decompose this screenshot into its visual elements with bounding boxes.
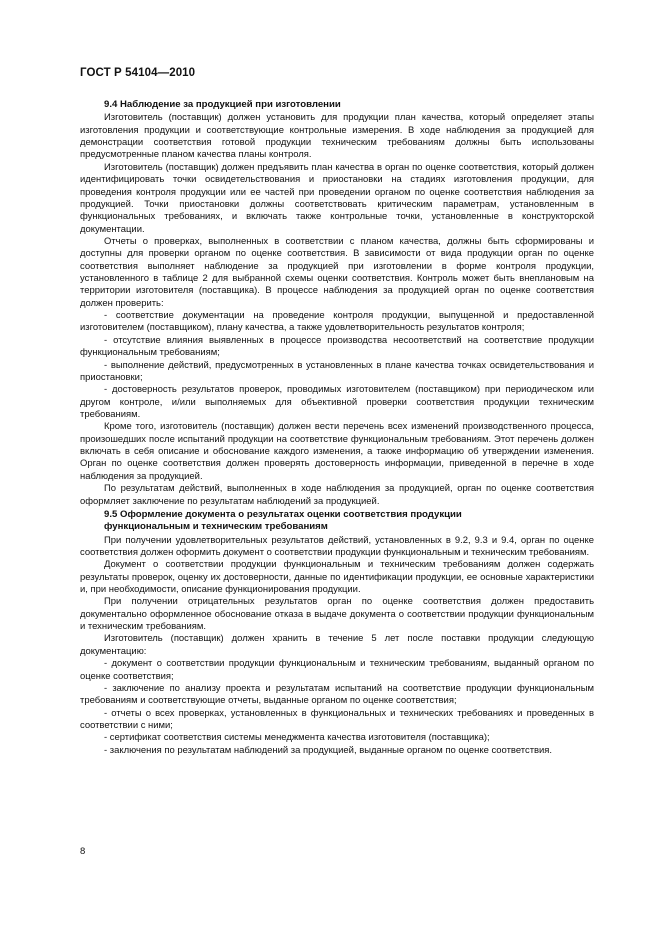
page-number: 8 <box>80 846 86 857</box>
list-item: - выполнение действий, предусмотренных в установленных в плане качества точках освидетельствования и приостановки; <box>80 359 594 383</box>
paragraph: При получении удовлетворительных результатов действий, установленных в 9.2, 9.3 и 9.4, орган по оценке соответствия должен оформить документ о соответствии продукции функциональным и техническим требованиям. <box>80 534 594 558</box>
list-item: - сертификат соответствия системы менеджмента качества изготовителя (поставщика); <box>104 732 490 744</box>
section-9-5 <box>80 509 594 757</box>
list-item: - заключение по анализу проекта и результатам испытаний на соответствие продукции функциональным требованиям и соответствующие отчеты, выданные органом по оценке соответствия; <box>80 682 594 707</box>
paragraph: Документ о соответствии продукции функциональным и техническим требованиям должен содержать результаты проверок, оценку их достоверности, данные по идентификации продукции, ее основные характеристики и, при необходимости, описание функционирования продукции. <box>80 559 594 596</box>
page-content <box>80 99 594 757</box>
section-9-5-title-line2: функциональным и техническим требованиям <box>104 521 328 533</box>
paragraph: Изготовитель (поставщик) должен хранить в течение 5 лет после поставки продукции следующую документацию: <box>80 633 594 657</box>
paragraph: Кроме того, изготовитель (поставщик) должен вести перечень всех изменений производственного процесса, произошедших после испытаний продукции на соответствие функциональным требованиям. Этот перечень должен включать в себя описание и обоснование каждого изменения, а также информацию об утверждении изменения. Орган по оценке соответствия должен проверять достоверность информации, приведенной в перечне в ходе наблюдения за продукцией. <box>80 421 594 482</box>
list-item: - отсутствие влияния выявленных в процессе производства несоответствий на соответствие продукции функциональным требованиям; <box>80 334 594 359</box>
list-item: - достоверность результатов проверок, проводимых изготовителем (поставщиком) при периодическом или другом контроле, и/или выполняемых для объективной проверки соответствия продукции техническим требованиям. <box>80 384 594 420</box>
list-item: - заключения по результатам наблюдений за продукцией, выданные органом по оценке соответствия. <box>104 744 553 756</box>
paragraph: Изготовитель (поставщик) должен установить для продукции план качества, который определяет этапы изготовления продукции и соответствующие контрольные измерения. В ходе наблюдения за продукцией для демонстрации соответствия готовой продукции техническим требованиям должны быть использованы предусмотренные планом качества планы контроля. <box>80 112 594 161</box>
paragraph: Отчеты о проверках, выполненных в соответствии с планом качества, должны быть сформированы и доступны для проверки органом по оценке соответствия. В зависимости от вида продукции орган по оценке соответствия выполняет наблюдение за продукцией при изготовлении в форме контроля продукции, установленного в таблице 2 для выбранной схемы оценки соответствия. Контроль может быть внеплановым на территории изготовителя (поставщика). В процессе наблюдения за продукцией орган по оценке соответствия должен проверить: <box>80 235 594 309</box>
paragraph: Изготовитель (поставщик) должен предъявить план качества в орган по оценке соответствия, который должен идентифицировать точки освидетельствования и приостановки на стадиях изготовления продукции, для проведения контроля продукции или ее частей при проведении органом по оценке соответствия наблюдения за продукцией. Точки приостановки должны соответствовать критическим параметрам, установленным в функциональных требованиях, и включать также контрольные точки, установленные в конструкторской документации. <box>80 161 594 235</box>
list-item: - документ о соответствии продукции функциональным и техническим требованиям, выданный органом по оценке соответствия; <box>80 658 594 682</box>
paragraph: При получении отрицательных результатов орган по оценке соответствия должен предоставить документально оформленное обоснование отказа в выдаче документа о соответствии продукции функциональным и техническим требованиям. <box>80 596 594 633</box>
document-header: ГОСТ Р 54104—2010 <box>80 67 196 79</box>
section-9-4 <box>80 99 594 508</box>
section-9-4-title: 9.4 Наблюдение за продукцией при изготовлении <box>104 99 341 110</box>
section-9-5-title-line1: 9.5 Оформление документа о результатах оценки соответствия продукции <box>104 508 462 520</box>
paragraph: По результатам действий, выполненных в ходе наблюдения за продукцией, орган по оценке соответствия оформляет заключение по результатам наблюдений за продукцией. <box>80 483 594 507</box>
list-item: - отчеты о всех проверках, установленных в функциональных и технических требованиях и проведенных в соответствии с ними; <box>80 707 594 731</box>
list-item: - соответствие документации на проведение контроля продукции, выпущенной и предоставленной изготовителем (поставщиком), плану качества, а также удовлетворительность результатов контроля; <box>80 310 594 334</box>
section-9-5-title <box>80 509 594 534</box>
